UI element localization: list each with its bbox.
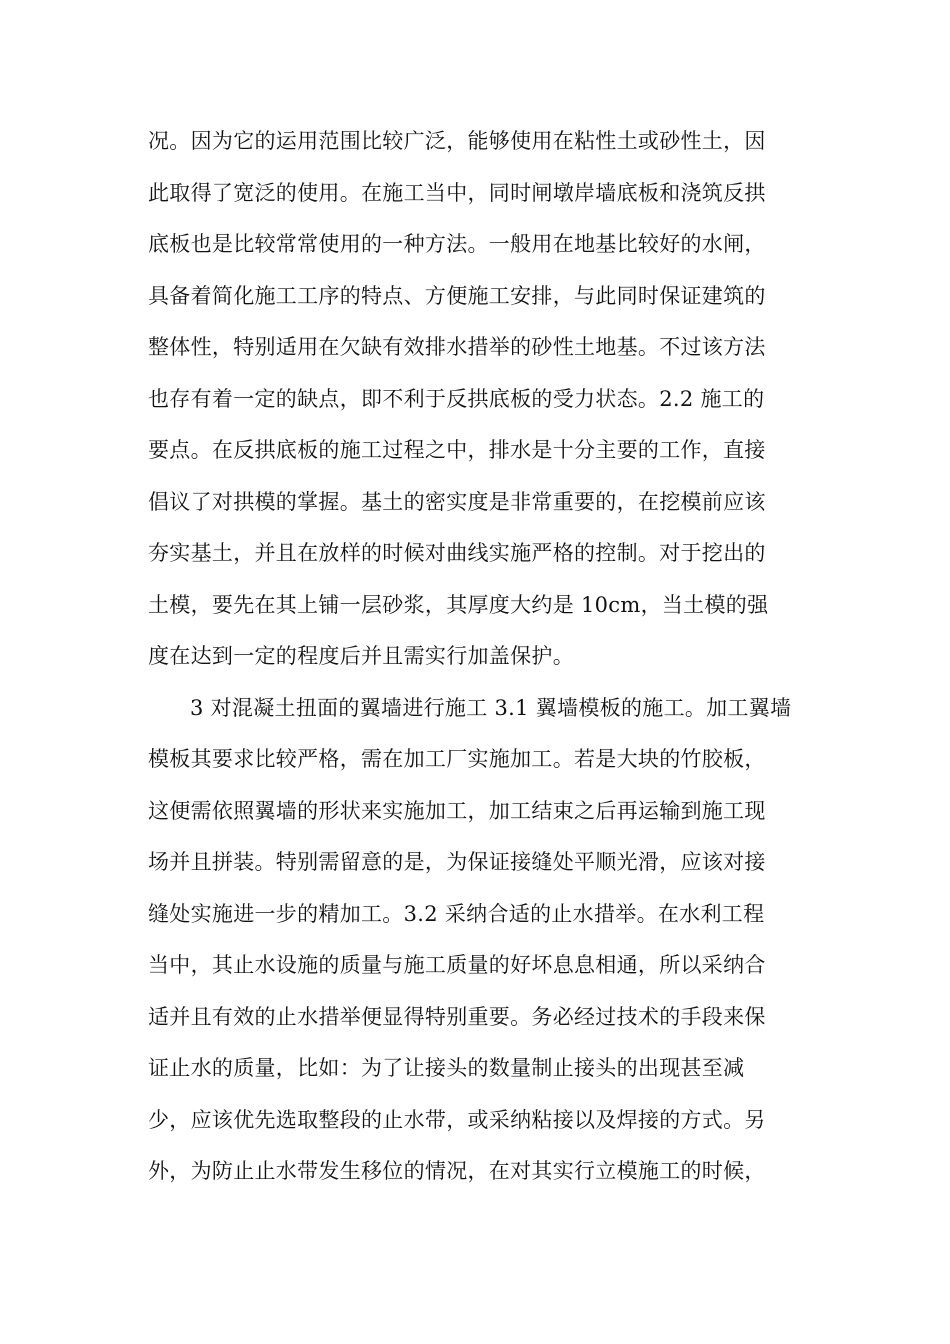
text-line: 此取得了宽泛的使用。在施工当中，同时闸墩岸墙底板和浇筑反拱 xyxy=(148,180,766,205)
text-line: 况。因为它的运用范围比较广泛，能够使用在粘性土或砂性土，因 xyxy=(148,129,766,153)
text-line: 也存有着一定的缺点，即不利于反拱底板的受力状态。2.2 施工的 xyxy=(148,386,765,411)
text-line: 整体性，特别适用在欠缺有效排水措举的砂性土地基。不过该方法 xyxy=(148,335,766,359)
paragraph-start-line: 3 对混凝土扭面的翼墙进行施工 3.1 翼墙模板的施工。加工翼墙 xyxy=(190,695,792,720)
text-line: 外，为防止止水带发生移位的情况，在对其实行立模施工的时候， xyxy=(148,1159,766,1183)
text-line: 度在达到一定的程度后并且需实行加盖保护。 xyxy=(148,644,574,668)
text-line: 要点。在反拱底板的施工过程之中，排水是十分主要的工作，直接 xyxy=(148,438,766,462)
body-text xyxy=(148,116,808,1198)
text-line: 底板也是比较常常使用的一种方法。一般用在地基比较好的水闸， xyxy=(148,232,766,256)
text-line: 当中，其止水设施的质量与施工质量的好坏息息相通，所以采纳合 xyxy=(148,953,766,977)
text-line: 少，应该优先选取整段的止水带，或采纳粘接以及焊接的方式。另 xyxy=(148,1107,766,1132)
text-line: 夯实基土，并且在放样的时候对曲线实施严格的控制。对于挖出的 xyxy=(148,541,766,565)
text-line: 模板其要求比较严格，需在加工厂实施加工。若是大块的竹胶板， xyxy=(148,747,766,771)
text-line: 证止水的质量，比如：为了让接头的数量制止接头的出现甚至减 xyxy=(148,1056,745,1080)
text-line: 场并且拼装。特别需留意的是，为保证接缝处平顺光滑，应该对接 xyxy=(148,850,766,874)
text-line: 缝处实施进一步的精加工。3.2 采纳合适的止水措举。在水利工程 xyxy=(148,901,765,926)
text-line: 土模，要先在其上铺一层砂浆，其厚度大约是 10cm，当土模的强 xyxy=(148,592,769,617)
text-line: 适并且有效的止水措举便显得特别重要。务必经过技术的手段来保 xyxy=(148,1004,766,1029)
text-line: 倡议了对拱模的掌握。基土的密实度是非常重要的，在挖模前应该 xyxy=(148,489,766,514)
text-line: 这便需依照翼墙的形状来实施加工，加工结束之后再运输到施工现 xyxy=(148,798,766,823)
text-line: 具备着简化施工工序的特点、方便施工安排，与此同时保证建筑的 xyxy=(148,283,766,308)
